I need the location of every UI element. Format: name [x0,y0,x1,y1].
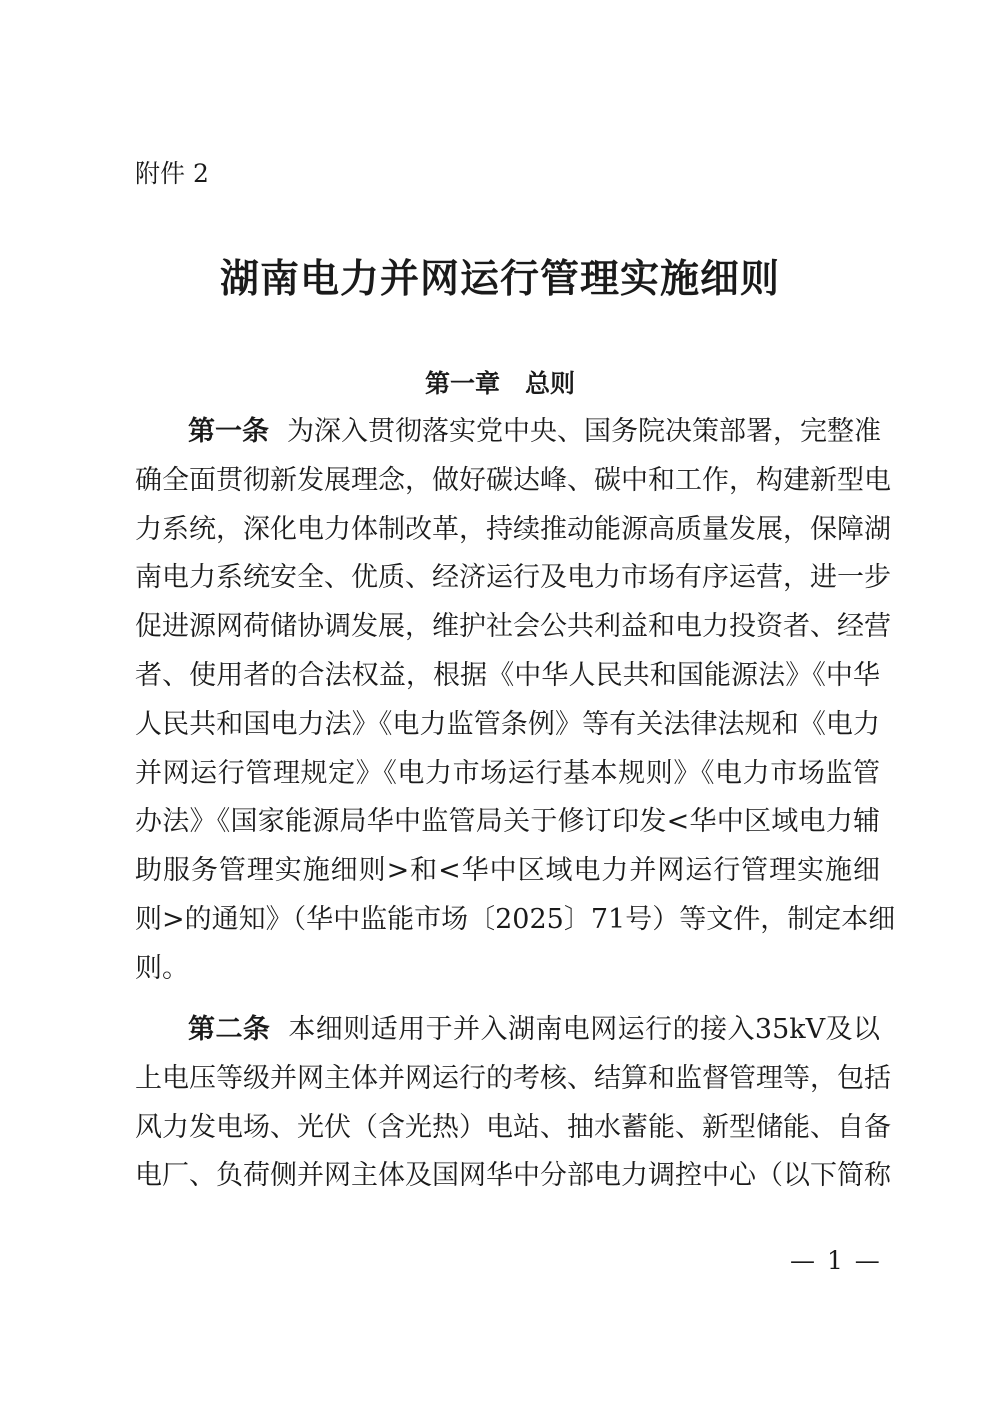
article-line [135,561,891,595]
page-number: — 1 — [790,1246,882,1275]
article-text: 办法》《国家能源局华中监管局关于修订印发<华中区域电力辅 [135,806,880,838]
article-line [135,1062,891,1096]
article-text: 人民共和国电力法》《电力监管条例》等有关法律法规和《电力 [135,708,880,740]
article-text: 上电压等级并网主体并网运行的考核、结算和监督管理等，包括 [135,1062,891,1094]
article-line [135,708,880,742]
article-line [135,513,891,547]
article-line [135,805,880,839]
article-text: 为深入贯彻落实党中央、国务院决策部署，完整准 [287,416,881,447]
article-text: 南电力系统安全、优质、经济运行及电力市场有序运营，进一步 [135,562,891,594]
article-line [188,1013,880,1047]
article-text: 风力发电场、光伏（含光热）电站、抽水蓄能、新型储能、自备 [135,1111,891,1143]
article-line [135,1159,891,1193]
article-line [135,903,896,937]
article-text: 电厂、负荷侧并网主体及国网华中分部电力调控中心（以下简称 [135,1160,891,1192]
article-text: 促进源网荷储协调发展，维护社会公共利益和电力投资者、经营 [135,611,891,643]
article-line [135,659,880,693]
chapter-heading: 第一章 总则 [424,369,575,398]
article-line [188,415,880,449]
article-text: 则。 [135,952,189,984]
article-text: 则>的通知》（华中监能市场〔2025〕71号）等文件，制定本细 [135,904,896,935]
article-text: 本细则适用于并入湖南电网运行的接入35kV及以 [288,1014,881,1045]
article-text: 并网运行管理规定》《电力市场运行基本规则》《电力市场监管 [135,757,880,789]
article-line [135,952,880,986]
article-text: 助服务管理实施细则>和<华中区域电力并网运行管理实施细 [135,855,880,887]
article-line [135,1111,891,1145]
article-line [135,610,891,644]
article-text: 力系统，深化电力体制改革，持续推动能源高质量发展，保障湖 [135,513,891,545]
article-line [135,464,891,498]
article-text: 者、使用者的合法权益，根据《中华人民共和国能源法》《中华 [135,660,880,691]
article-line [135,854,880,888]
document-title: 湖南电力并网运行管理实施细则 [219,256,780,302]
article-text: 确全面贯彻新发展理念，做好碳达峰、碳中和工作，构建新型电 [135,464,891,496]
article-number: 第二条 [188,1014,271,1045]
article-line [135,757,880,791]
article-number: 第一条 [188,416,269,447]
attachment-label: 附件 2 [135,159,209,188]
